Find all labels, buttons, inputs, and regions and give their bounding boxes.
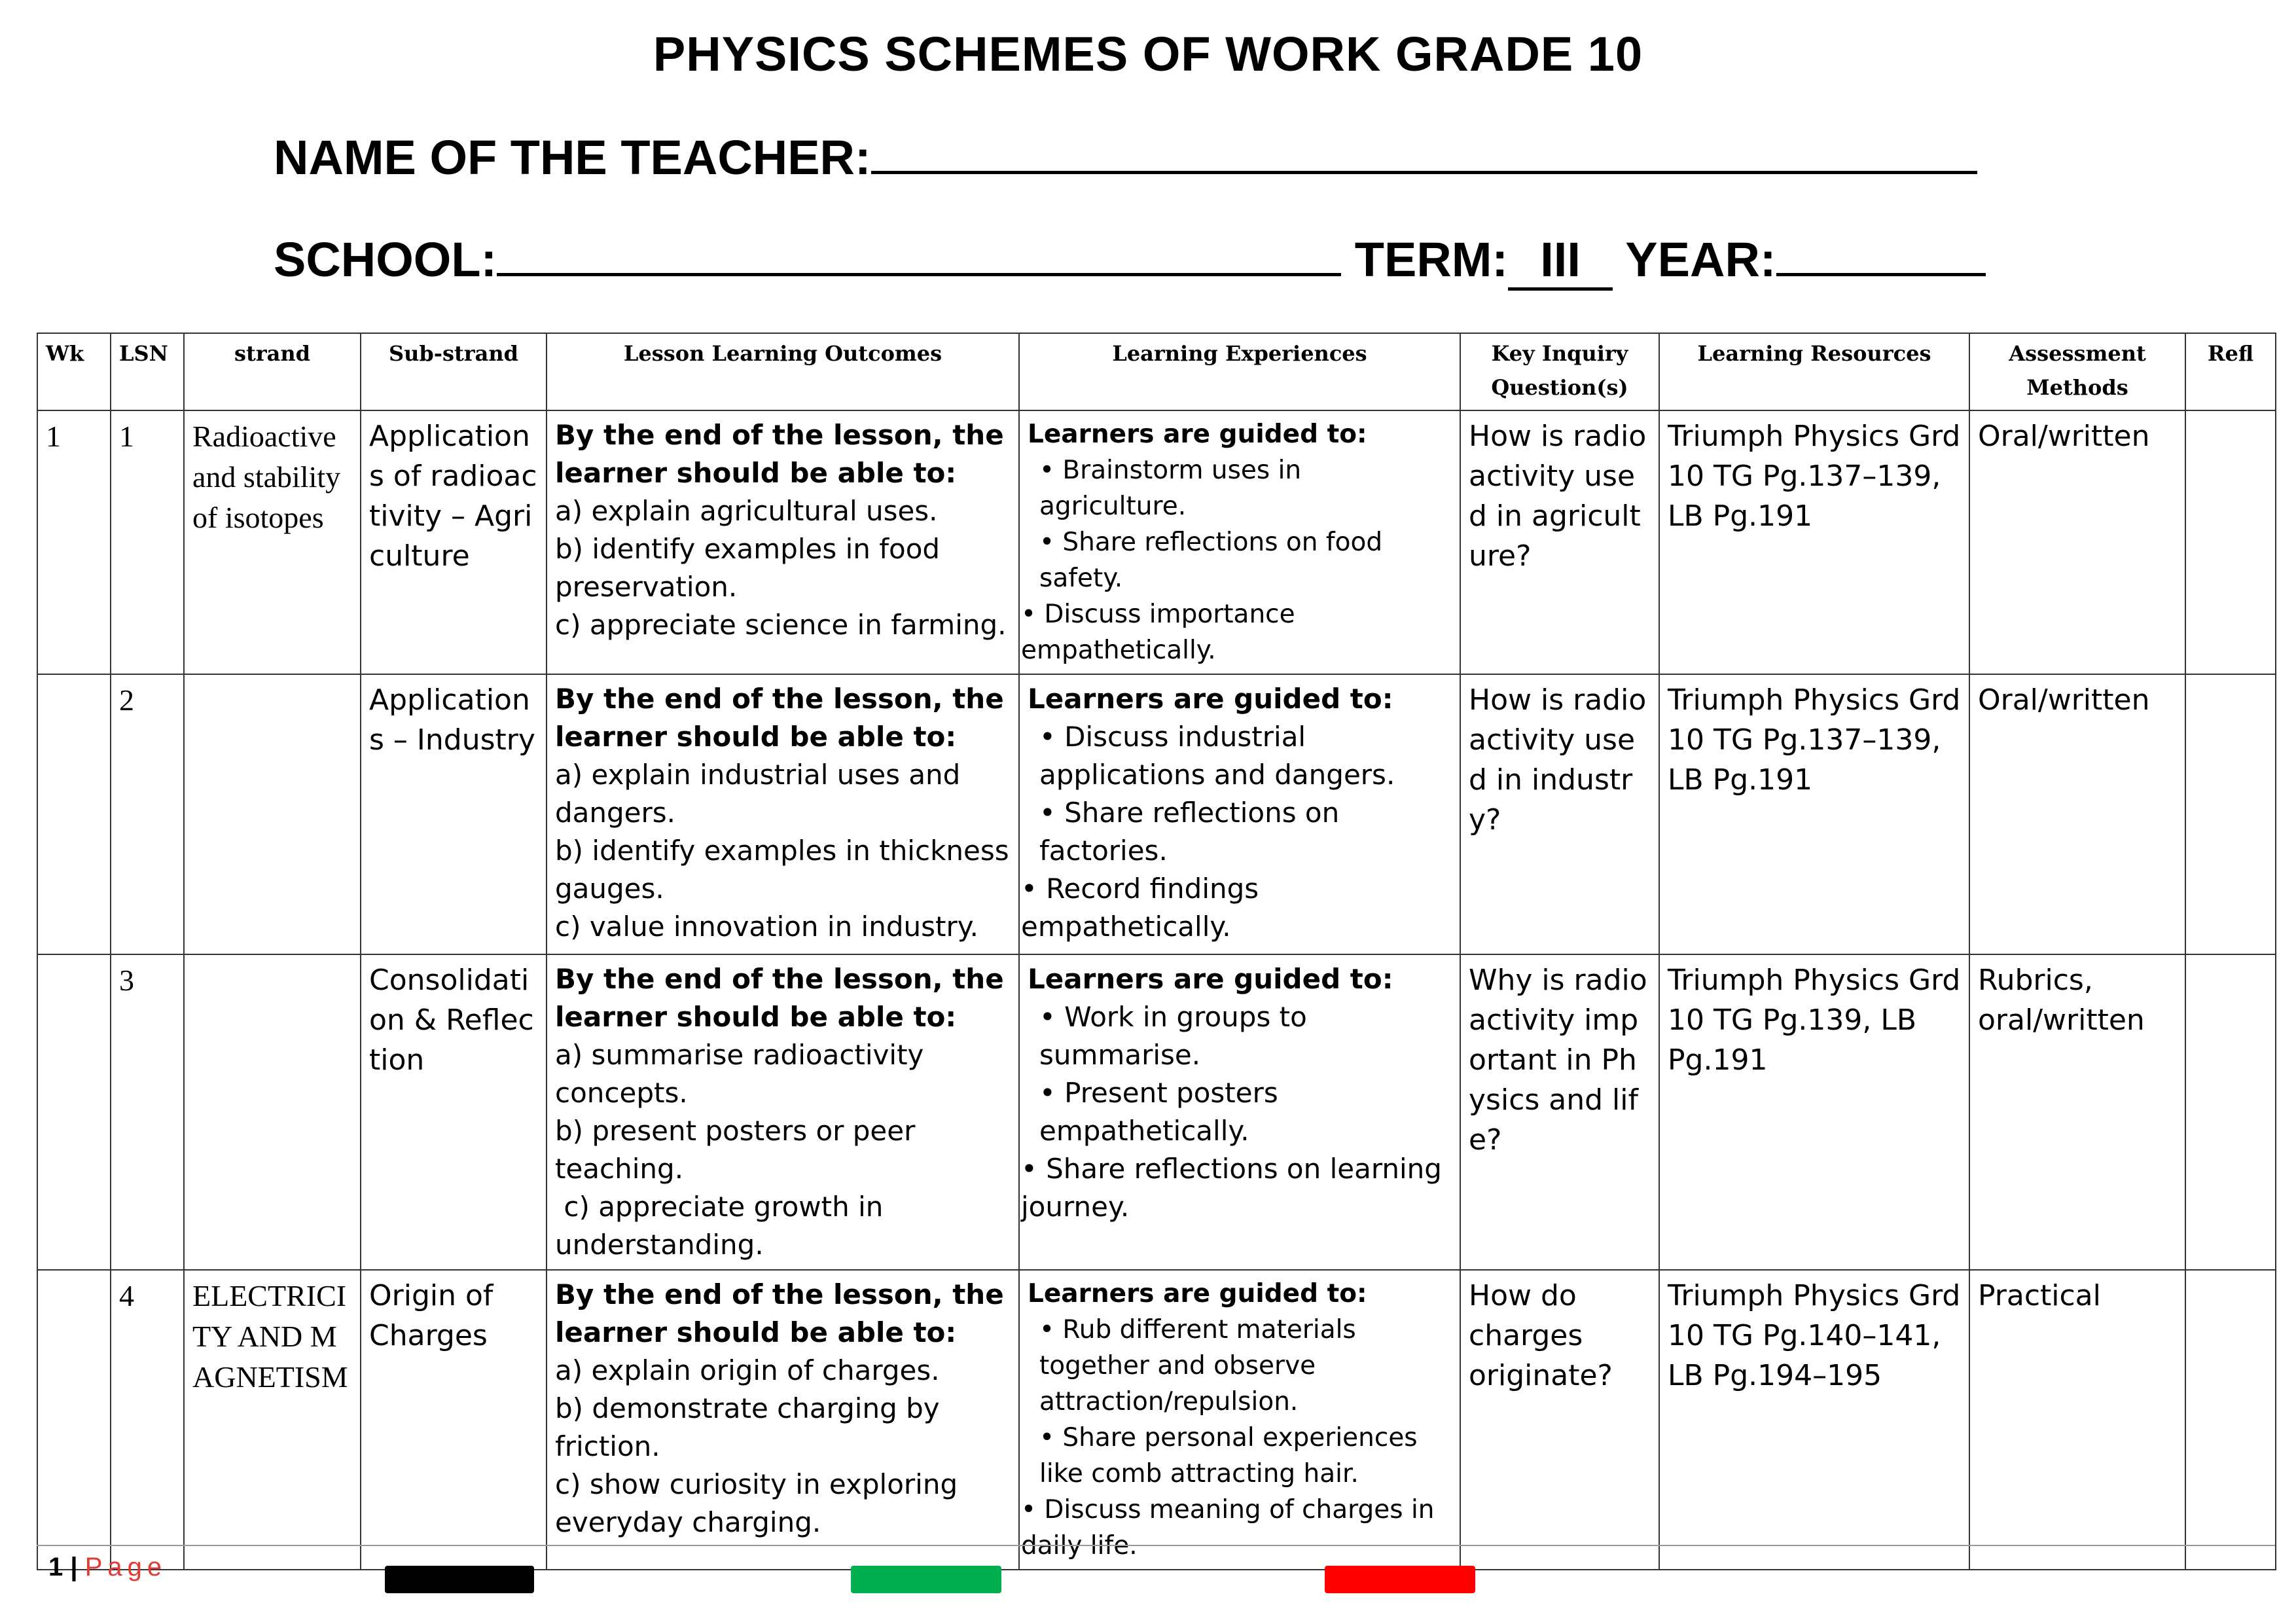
cell-substrand: Consolidation & Reflection	[361, 954, 547, 1270]
experience-item: • Rub different materials together and observe attraction/repulsion.	[1039, 1315, 1356, 1416]
outcome-item: a) explain industrial uses and dangers.	[555, 759, 961, 829]
outcome-item: b) present posters or peer teaching.	[555, 1115, 916, 1185]
cell-experiences	[1019, 1270, 1460, 1570]
table-header-row	[37, 333, 2276, 410]
outcomes-lead: By the end of the lesson, the learner should be able to:	[555, 683, 1004, 753]
cell-resources: Triumph Physics Grd 10 TG Pg.140–141, LB Pg.194–195	[1659, 1270, 1969, 1570]
experience-item: • Discuss industrial applications and dangers.	[1039, 721, 1395, 791]
cell-outcomes	[547, 954, 1019, 1270]
cell-resources: Triumph Physics Grd 10 TG Pg.137–139, LB Pg.191	[1659, 674, 1969, 954]
outcomes-lead: By the end of the lesson, the learner should be able to:	[555, 963, 1004, 1033]
cell-strand	[184, 954, 361, 1270]
outcomes-lead: By the end of the lesson, the learner should be able to:	[555, 419, 1004, 489]
header-outcomes: Lesson Learning Outcomes	[547, 333, 1019, 410]
page-footer	[48, 1553, 167, 1582]
document-title: PHYSICS SCHEMES OF WORK GRADE 10	[653, 27, 1643, 81]
cell-assessment: Oral/written	[1969, 674, 2185, 954]
page-separator: |	[70, 1553, 78, 1581]
red-color-bar	[1325, 1566, 1475, 1593]
page-number: 1	[48, 1553, 63, 1581]
experience-item: • Brainstorm uses in agriculture.	[1039, 456, 1302, 521]
cell-substrand: Applications – Industry	[361, 674, 547, 954]
experience-item: • Discuss meaning of charges in daily life.	[1021, 1495, 1435, 1561]
outcome-item: b) identify examples in thickness gauges.	[555, 835, 1009, 905]
cell-wk: 1	[37, 410, 111, 674]
outcome-item: c) appreciate science in farming.	[555, 609, 1007, 641]
year-blank	[1776, 232, 1986, 276]
footer-divider	[37, 1545, 2275, 1546]
experience-item: • Discuss importance empathetically.	[1021, 600, 1295, 665]
experience-item: • Share reflections on food safety.	[1039, 528, 1383, 593]
header-reflection: Refl	[2185, 333, 2276, 410]
outcome-item: b) identify examples in food preservation.	[555, 533, 941, 603]
experience-item: • Record findings empathetically.	[1021, 873, 1259, 943]
header-question: Key Inquiry Question(s)	[1460, 333, 1659, 410]
cell-question: How is radioactivity used in agriculture?	[1460, 410, 1659, 674]
header-resources: Learning Resources	[1659, 333, 1969, 410]
cell-experiences	[1019, 410, 1460, 674]
cell-strand	[184, 674, 361, 954]
cell-strand: Radioactive and stability of isotopes	[184, 410, 361, 674]
teacher-name-blank	[871, 130, 1977, 174]
header-substrand: Sub-strand	[361, 333, 547, 410]
table-row	[37, 1270, 2276, 1570]
green-color-bar	[851, 1566, 1001, 1593]
cell-wk	[37, 1270, 111, 1570]
experiences-lead: Learners are guided to:	[1028, 1279, 1367, 1308]
cell-question: How do charges originate?	[1460, 1270, 1659, 1570]
cell-assessment: Oral/written	[1969, 410, 2185, 674]
table-row	[37, 674, 2276, 954]
cell-lsn: 1	[111, 410, 184, 674]
page-label: Page	[84, 1553, 168, 1581]
cell-outcomes	[547, 410, 1019, 674]
year-label: YEAR:	[1625, 232, 1776, 287]
header-strand: strand	[184, 333, 361, 410]
cell-experiences	[1019, 954, 1460, 1270]
header-assessment: Assessment Methods	[1969, 333, 2185, 410]
cell-reflection	[2185, 410, 2276, 674]
cell-outcomes	[547, 1270, 1019, 1570]
header-lsn: LSN	[111, 333, 184, 410]
cell-reflection	[2185, 954, 2276, 1270]
cell-substrand: Applications of radioactivity – Agriculture	[361, 410, 547, 674]
outcome-item: b) demonstrate charging by friction.	[555, 1392, 940, 1462]
experience-item: • Share reflections on factories.	[1039, 797, 1340, 867]
cell-question: Why is radioactivity important in Physics and life?	[1460, 954, 1659, 1270]
cell-lsn: 3	[111, 954, 184, 1270]
table-row	[37, 954, 2276, 1270]
experience-item: • Work in groups to summarise.	[1039, 1001, 1307, 1071]
cell-reflection	[2185, 1270, 2276, 1570]
cell-question: How is radioactivity used in industry?	[1460, 674, 1659, 954]
teacher-label: NAME OF THE TEACHER:	[274, 130, 871, 185]
black-color-bar	[385, 1566, 534, 1593]
experiences-lead: Learners are guided to:	[1028, 683, 1393, 715]
cell-substrand: Origin of Charges	[361, 1270, 547, 1570]
experience-item: • Share reflections on learning journey.	[1021, 1153, 1442, 1223]
school-term-year-line	[274, 232, 1986, 291]
cell-wk	[37, 674, 111, 954]
outcome-item: a) summarise radioactivity concepts.	[555, 1039, 924, 1109]
experiences-lead: Learners are guided to:	[1028, 963, 1393, 995]
outcomes-lead: By the end of the lesson, the learner should be able to:	[555, 1278, 1004, 1348]
cell-reflection	[2185, 674, 2276, 954]
cell-assessment: Rubrics, oral/written	[1969, 954, 2185, 1270]
school-blank	[497, 232, 1341, 276]
experience-item: • Share personal experiences like comb attracting hair.	[1039, 1423, 1418, 1489]
outcome-item: a) explain agricultural uses.	[555, 495, 938, 527]
term-label: TERM:	[1354, 232, 1509, 287]
cell-outcomes	[547, 674, 1019, 954]
outcome-item: c) show curiosity in exploring everyday charging.	[555, 1468, 958, 1538]
cell-lsn: 4	[111, 1270, 184, 1570]
outcome-item: c) appreciate growth in understanding.	[555, 1191, 892, 1261]
schemes-of-work-table	[37, 333, 2276, 1570]
term-value: III	[1508, 232, 1613, 291]
outcome-item: c) value innovation in industry.	[555, 911, 978, 943]
cell-resources: Triumph Physics Grd 10 TG Pg.137–139, LB Pg.191	[1659, 410, 1969, 674]
cell-strand: ELECTRICITY AND MAGNETISM	[184, 1270, 361, 1570]
cell-experiences	[1019, 674, 1460, 954]
header-wk: Wk	[37, 333, 111, 410]
table-row	[37, 410, 2276, 674]
experiences-lead: Learners are guided to:	[1028, 420, 1367, 449]
cell-lsn: 2	[111, 674, 184, 954]
cell-wk	[37, 954, 111, 1270]
outcome-item: a) explain origin of charges.	[555, 1354, 940, 1386]
header-experiences: Learning Experiences	[1019, 333, 1460, 410]
school-label: SCHOOL:	[274, 232, 497, 287]
cell-resources: Triumph Physics Grd 10 TG Pg.139, LB Pg.191	[1659, 954, 1969, 1270]
cell-assessment: Practical	[1969, 1270, 2185, 1570]
teacher-name-line	[274, 130, 1977, 185]
experience-item: • Present posters empathetically.	[1039, 1077, 1278, 1147]
